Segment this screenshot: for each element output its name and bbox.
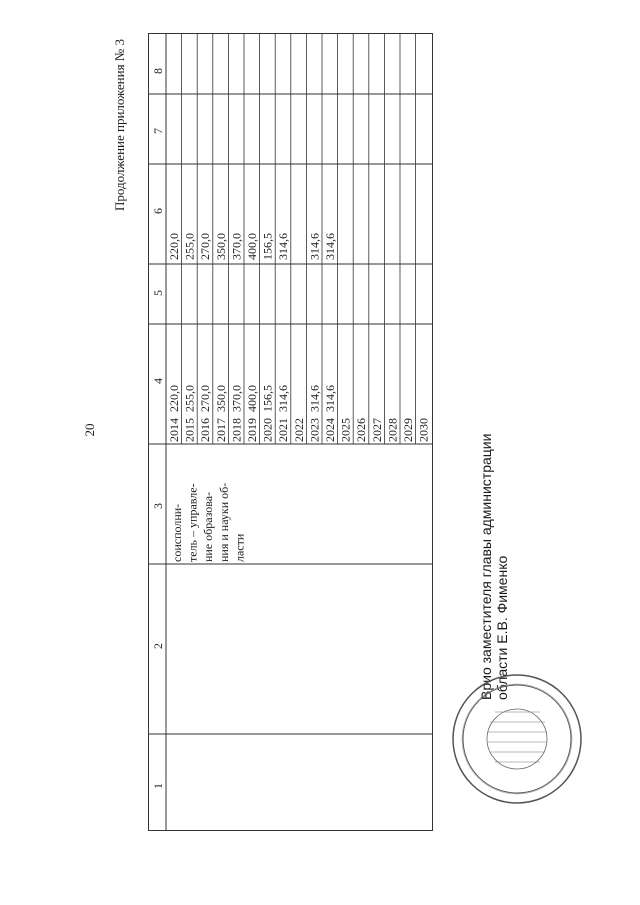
continuation-header: Продолжение приложения № 3 — [112, 39, 127, 211]
seal-stamp — [450, 672, 585, 807]
signature-title: Врио заместителя главы администрации — [478, 433, 494, 700]
year-cell: 2024 — [323, 418, 337, 442]
year-cell: 2026 — [354, 418, 369, 442]
coexecutor-line: ласти — [232, 533, 247, 562]
column-header: 3 — [151, 503, 165, 509]
year-cell: 2028 — [385, 418, 400, 442]
value-cell: 400,0 — [245, 385, 259, 412]
value-cell: 270,0 — [198, 385, 213, 412]
value-cell: 255,0 — [182, 385, 197, 412]
year-cell: 2027 — [369, 418, 384, 442]
value-cell: 270,0 — [198, 233, 213, 260]
value-cell: 400,0 — [245, 233, 259, 260]
year-cell: 2014 — [167, 418, 181, 442]
value-cell: 314,6 — [307, 385, 322, 412]
column-header: 6 — [151, 208, 165, 214]
year-cell: 2029 — [401, 418, 415, 442]
coexecutor-line: тель – управле- — [185, 483, 200, 562]
column-header: 1 — [151, 783, 165, 789]
year-cell: 2018 — [229, 418, 244, 442]
value-cell: 255,0 — [182, 233, 197, 260]
value-cell: 314,6 — [276, 233, 291, 260]
year-cell: 2015 — [182, 418, 197, 442]
value-cell: 156,5 — [260, 385, 275, 412]
value-cell: 350,0 — [213, 233, 228, 260]
column-header: 4 — [151, 378, 165, 384]
column-header: 7 — [151, 128, 165, 134]
value-cell: 314,6 — [323, 233, 337, 260]
value-cell: 156,5 — [260, 233, 275, 260]
document-table — [148, 33, 433, 831]
value-cell: 370,0 — [229, 233, 244, 260]
value-cell: 314,6 — [307, 233, 322, 260]
year-cell: 2020 — [260, 418, 275, 442]
column-header: 8 — [151, 68, 165, 74]
year-cell: 2023 — [307, 418, 322, 442]
year-cell: 2025 — [338, 418, 353, 442]
value-cell: 370,0 — [229, 385, 244, 412]
value-cell: 220,0 — [167, 233, 181, 260]
value-cell: 350,0 — [213, 385, 228, 412]
page-number: 20 — [82, 423, 97, 437]
signature-block — [478, 434, 510, 700]
year-cell: 2016 — [198, 418, 213, 442]
signature-name: области Е.В. Фименко — [494, 555, 510, 700]
year-cell: 2030 — [416, 418, 431, 442]
year-cell: 2019 — [245, 418, 259, 442]
table-grid — [149, 34, 432, 830]
coexecutor-line: соисполни- — [170, 503, 184, 562]
value-cell: 220,0 — [167, 385, 181, 412]
column-header: 2 — [151, 643, 165, 649]
value-cell: 314,6 — [323, 385, 337, 412]
coexecutor-line: ние образова- — [201, 491, 216, 562]
coexecutor-line: ния и науки об- — [216, 482, 231, 562]
column-header: 5 — [151, 290, 165, 296]
value-cell: 314,6 — [276, 385, 291, 412]
year-cell: 2022 — [291, 418, 306, 442]
year-cell: 2021 — [276, 418, 291, 442]
year-cell: 2017 — [213, 418, 228, 442]
